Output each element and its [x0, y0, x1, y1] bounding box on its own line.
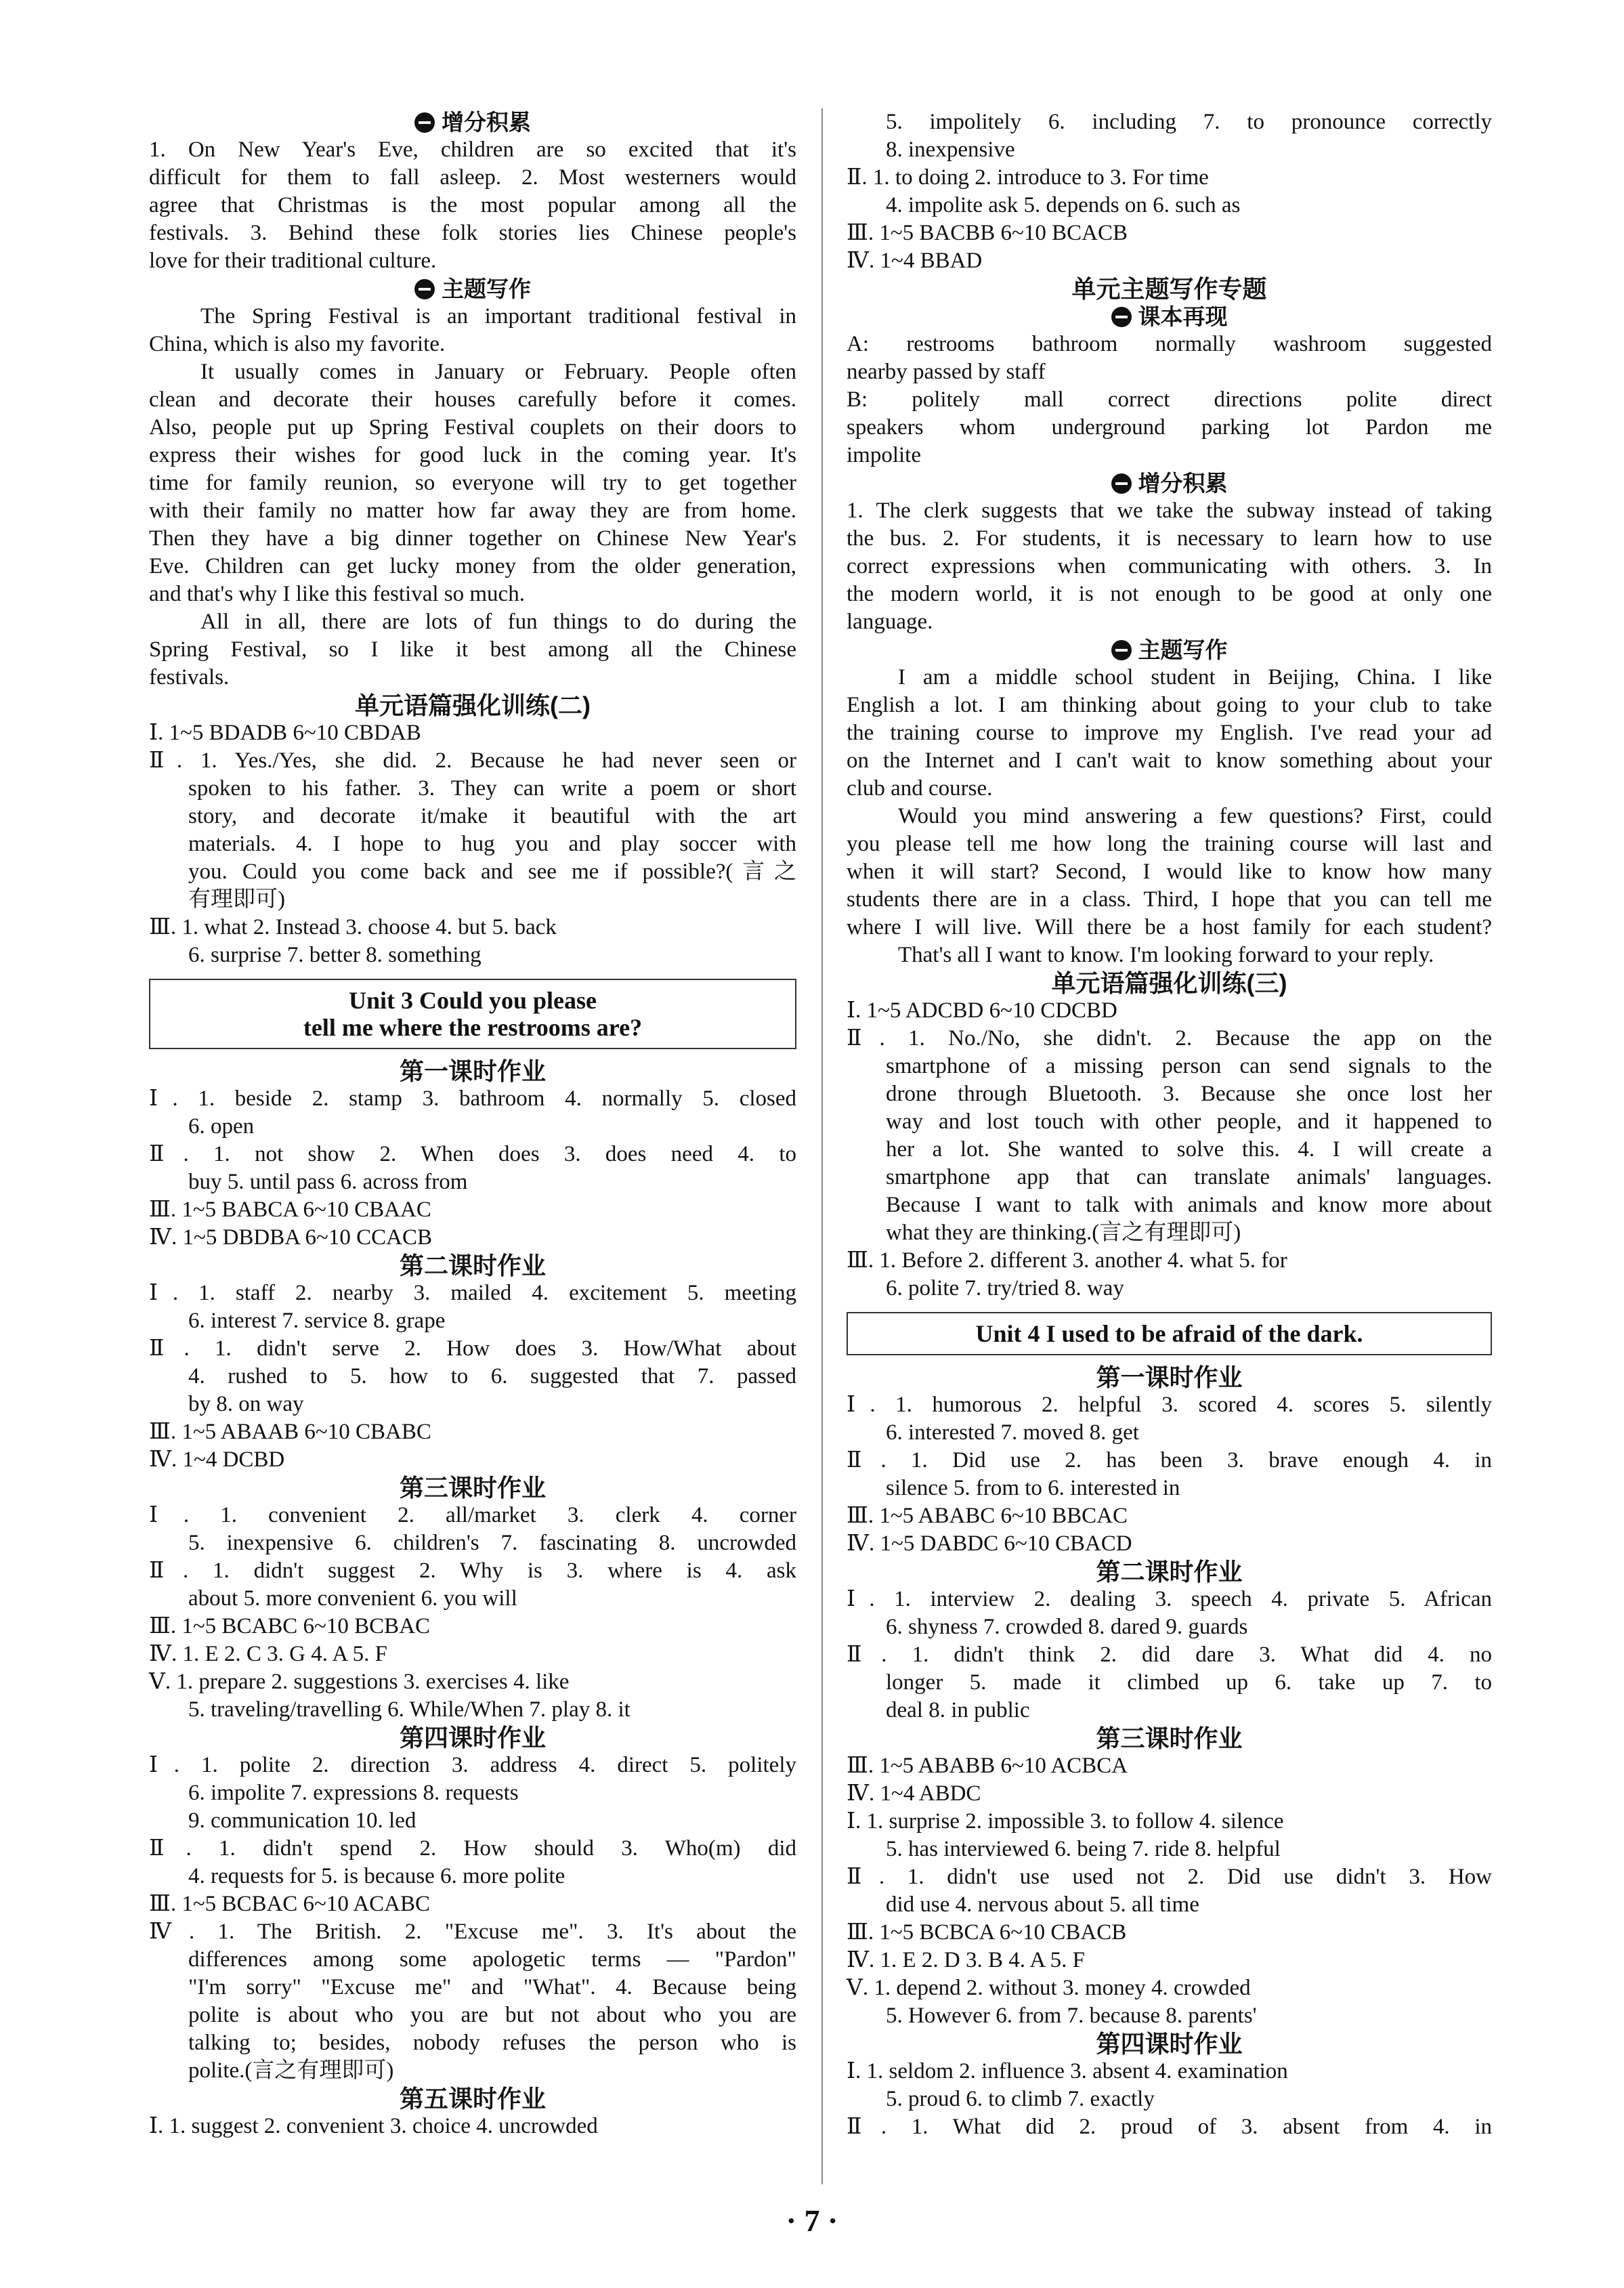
- answer-line: Ⅱ. 1. What did 2. proud of 3. absent from 4. in: [847, 2115, 1492, 2139]
- answer-line: what they are thinking.(言之有理即可): [886, 1221, 1241, 1245]
- answer-line: 4. requests for 5. is because 6. more polite: [188, 1864, 565, 1888]
- answer-line: story, and decorate it/make it beautiful with the art: [188, 804, 796, 828]
- text-line: the bus. 2. For students, it is necessary to learn how to use: [847, 526, 1492, 551]
- section-marker-icon: [1111, 640, 1132, 660]
- answer-line: Ⅱ. 1. not show 2. When does 3. does need 4. to: [149, 1142, 796, 1166]
- answer-line: Ⅲ. 1. Before 2. different 3. another 4. what 5. for: [847, 1248, 1287, 1273]
- heading-textbook: 课本再现: [847, 303, 1492, 331]
- answer-line: talking to; besides, nobody refuses the person who is: [188, 2031, 796, 2055]
- text-line: Also, people put up Spring Festival couplets on their doors to: [149, 415, 796, 440]
- answer-line: you. Could you come back and see me if possible?(言之: [188, 860, 796, 884]
- answer-line: 6. polite 7. try/tried 8. way: [886, 1276, 1124, 1300]
- answer-line: Ⅳ. 1~5 DBDBA 6~10 CCACB: [149, 1225, 432, 1250]
- lesson-title: 第三课时作业: [399, 1474, 546, 1502]
- answer-line: Ⅲ. 1~5 BCABC 6~10 BCBAC: [149, 1614, 431, 1638]
- answer-line: Ⅲ. 1~5 ABABC 6~10 BBCAC: [847, 1504, 1128, 1528]
- text-line: All in all, there are lots of fun things to do during the: [200, 610, 796, 634]
- answer-line: Ⅰ. 1~5 ADCBD 6~10 CDCBD: [847, 998, 1117, 1023]
- section-marker-icon: [1111, 473, 1132, 494]
- text-line: Spring Festival, so I like it best among all the Chinese: [149, 637, 796, 662]
- answer-line: drone through Bluetooth. 3. Because she once lost her: [886, 1082, 1492, 1106]
- answer-line: Ⅱ. 1. didn't serve 2. How does 3. How/What about: [149, 1336, 796, 1361]
- answer-line: Ⅳ. 1~4 BBAD: [847, 249, 983, 273]
- answer-line: smartphone of a missing person can send signals to the: [886, 1054, 1492, 1078]
- text-line: where I will live. Will there be a host family for each student?: [847, 915, 1492, 939]
- text-line: students there are in a class. Third, I hope that you can tell me: [847, 887, 1492, 912]
- text-line: language.: [847, 610, 933, 634]
- lesson-title: 第五课时作业: [399, 2085, 546, 2113]
- heading-writing: 主题写作: [847, 636, 1492, 664]
- answer-line: Ⅳ. 1. E 2. C 3. G 4. A 5. F: [149, 1642, 388, 1666]
- answer-line: 6. open: [188, 1114, 255, 1139]
- text-line: with their family no matter how far away they are from home.: [149, 499, 796, 523]
- text-line: nearby passed by staff: [847, 360, 1046, 384]
- answer-line: Ⅰ. 1. beside 2. stamp 3. bathroom 4. normally 5. closed: [149, 1086, 796, 1111]
- text-line: the training course to improve my English. I've read your ad: [847, 721, 1492, 745]
- text-line: the modern world, it is not enough to be good at only one: [847, 582, 1492, 606]
- section-marker-icon: [414, 112, 435, 133]
- answer-line: Ⅲ. 1~5 BABCA 6~10 CBAAC: [149, 1198, 431, 1222]
- answer-line: 5. inexpensive 6. children's 7. fascinating 8. uncrowded: [188, 1531, 796, 1555]
- answer-line: Ⅰ. 1. convenient 2. all/market 3. clerk 4. corner: [149, 1503, 796, 1527]
- answer-line: 5. impolitely 6. including 7. to pronounce correctly: [886, 110, 1492, 134]
- text-line: love for their traditional culture.: [149, 249, 437, 273]
- right-column: [847, 108, 1492, 2141]
- answer-line: Ⅰ. 1. surprise 2. impossible 3. to follow 4. silence: [847, 1809, 1284, 1834]
- answer-line: polite.(言之有理即可): [188, 2058, 394, 2083]
- lesson-title: 第一课时作业: [399, 1057, 546, 1085]
- heading-writing: 主题写作: [149, 275, 796, 303]
- lesson-title: 第三课时作业: [1096, 1724, 1243, 1752]
- answer-line: polite is about who you are but not about who you are: [188, 2003, 796, 2027]
- answer-line: Ⅰ. 1. suggest 2. convenient 3. choice 4. uncrowded: [149, 2114, 598, 2138]
- page-number: · 7 ·: [786, 2203, 838, 2238]
- answer-line: by 8. on way: [188, 1392, 304, 1416]
- answer-line: Ⅱ. 1. No./No, she didn't. 2. Because the app on the: [847, 1026, 1492, 1051]
- text-line: when it will start? Second, I would like to know how many: [847, 860, 1492, 884]
- section-title: 单元语篇强化训练(三): [1051, 969, 1287, 997]
- answer-line: Ⅱ. 1. Did use 2. has been 3. brave enough 4. in: [847, 1448, 1492, 1473]
- text-line: impolite: [847, 443, 921, 467]
- answer-line: Ⅲ. 1. what 2. Instead 3. choose 4. but 5. back: [149, 915, 557, 939]
- answer-line: Ⅰ. 1. humorous 2. helpful 3. scored 4. scores 5. silently: [847, 1393, 1492, 1417]
- text-line: A: restrooms bathroom normally washroom suggested: [847, 332, 1492, 356]
- text-line: Eve. Children can get lucky money from the older generation,: [149, 554, 796, 578]
- answer-line: "I'm sorry" "Excuse me" and "What". 4. Because being: [188, 1975, 796, 1999]
- text-line: I am a middle school student in Beijing, China. I like: [898, 665, 1492, 690]
- answer-line: 5. traveling/travelling 6. While/When 7. play 8. it: [188, 1697, 631, 1722]
- answer-line: smartphone app that can translate animals' languages.: [886, 1165, 1492, 1189]
- text-line: agree that Christmas is the most popular among all the: [149, 193, 796, 217]
- lesson-title: 第四课时作业: [399, 1724, 546, 1752]
- answer-line: 5. However 6. from 7. because 8. parents': [886, 2004, 1257, 2028]
- unit-3-title-box: [149, 979, 796, 1049]
- answer-line: 4. impolite ask 5. depends on 6. such as: [886, 193, 1241, 217]
- text-line: English a lot. I am thinking about going to your club to take: [847, 693, 1492, 717]
- heading-accumulation: 增分积累: [847, 469, 1492, 497]
- answer-line: Because I want to talk with animals and know more about: [886, 1193, 1492, 1217]
- column-divider: [821, 108, 823, 2184]
- answer-line: 6. shyness 7. crowded 8. dared 9. guards: [886, 1615, 1248, 1639]
- answer-line: Ⅳ. 1. E 2. D 3. B 4. A 5. F: [847, 1948, 1086, 1972]
- text-line: correct expressions when communicating with others. 3. In: [847, 554, 1492, 578]
- answer-line: Ⅴ. 1. prepare 2. suggestions 3. exercises 4. like: [149, 1670, 570, 1694]
- answer-line: her a lot. She wanted to solve this. 4. I will create a: [886, 1137, 1492, 1162]
- text-line: Would you mind answering a few questions? First, could: [898, 804, 1492, 828]
- section-marker-icon: [1111, 307, 1132, 327]
- heading-accumulation: 增分积累: [149, 108, 796, 136]
- answer-line: Ⅰ. 1. interview 2. dealing 3. speech 4. private 5. African: [847, 1587, 1492, 1611]
- unit-4-title-box: [847, 1312, 1492, 1355]
- left-column: [149, 108, 796, 2140]
- answer-line: 5. has interviewed 6. being 7. ride 8. helpful: [886, 1837, 1281, 1861]
- text-line: The Spring Festival is an important traditional festival in: [200, 304, 796, 329]
- answer-line: buy 5. until pass 6. across from: [188, 1170, 468, 1194]
- section-title: 单元主题写作专题: [1071, 275, 1267, 303]
- unit-title-line: Unit 4 I used to be afraid of the dark.: [975, 1320, 1363, 1347]
- answer-line: 4. rushed to 5. how to 6. suggested that 7. passed: [188, 1364, 796, 1389]
- answer-line: Ⅲ. 1~5 ABAAB 6~10 CBABC: [149, 1420, 431, 1444]
- answer-line: Ⅳ. 1~4 ABDC: [847, 1781, 981, 1806]
- answer-line: Ⅰ. 1. staff 2. nearby 3. mailed 4. excitement 5. meeting: [149, 1281, 796, 1305]
- lesson-title: 第二课时作业: [1096, 1558, 1243, 1586]
- answer-line: 有理即可): [188, 887, 285, 912]
- section-marker-icon: [414, 279, 435, 299]
- text-line: Then they have a big dinner together on Chinese New Year's: [149, 526, 796, 551]
- answer-line: 6. interest 7. service 8. grape: [188, 1309, 446, 1333]
- answer-line: 8. inexpensive: [886, 137, 1015, 162]
- answer-line: 6. impolite 7. expressions 8. requests: [188, 1781, 519, 1805]
- answer-line: Ⅲ. 1~5 BCBAC 6~10 ACABC: [149, 1892, 431, 1916]
- text-line: festivals. 3. Behind these folk stories lies Chinese people's: [149, 221, 796, 245]
- unit-title-line: Unit 3 Could you please: [348, 987, 597, 1014]
- answer-line: silence 5. from to 6. interested in: [886, 1476, 1180, 1500]
- text-line: It usually comes in January or February. People often: [200, 360, 796, 384]
- answer-line: Ⅱ. 1. didn't suggest 2. Why is 3. where is 4. ask: [149, 1559, 796, 1583]
- text-line: club and course.: [847, 776, 993, 801]
- answer-line: way and lost touch with other people, and it happened to: [886, 1109, 1492, 1134]
- section-title: 单元语篇强化训练(二): [355, 692, 591, 719]
- answer-line: Ⅱ. 1. didn't think 2. did dare 3. What did 4. no: [847, 1643, 1492, 1667]
- answer-line: about 5. more convenient 6. you will: [188, 1586, 517, 1611]
- answer-line: materials. 4. I hope to hug you and play soccer with: [188, 832, 796, 856]
- answer-line: differences among some apologetic terms — "Pardon": [188, 1947, 796, 1972]
- lesson-title: 第二课时作业: [399, 1252, 546, 1279]
- text-line: and that's why I like this festival so much.: [149, 582, 525, 606]
- text-line: clean and decorate their houses carefully before it comes.: [149, 387, 796, 412]
- text-line: 1. The clerk suggests that we take the subway instead of taking: [847, 499, 1492, 523]
- answer-line: Ⅳ. 1~5 DABDC 6~10 CBACD: [847, 1531, 1132, 1556]
- text-line: 1. On New Year's Eve, children are so excited that it's: [149, 137, 796, 162]
- answer-line: Ⅰ. 1. seldom 2. influence 3. absent 4. examination: [847, 2059, 1288, 2083]
- lesson-title: 第一课时作业: [1096, 1363, 1243, 1391]
- answer-line: 6. interested 7. moved 8. get: [886, 1420, 1139, 1445]
- answer-line: did use 4. nervous about 5. all time: [886, 1892, 1199, 1917]
- answer-line: deal 8. in public: [886, 1698, 1030, 1722]
- text-line: speakers whom underground parking lot Pardon me: [847, 415, 1492, 440]
- answer-line: Ⅱ. 1. Yes./Yes, she did. 2. Because he had never seen or: [149, 748, 796, 773]
- text-line: B: politely mall correct directions polite direct: [847, 387, 1492, 412]
- lesson-title: 第四课时作业: [1096, 2030, 1243, 2058]
- answer-line: Ⅲ. 1~5 BCBCA 6~10 CBACB: [847, 1920, 1127, 1945]
- answer-line: Ⅳ. 1~4 DCBD: [149, 1447, 285, 1472]
- answer-line: Ⅱ. 1. didn't use used not 2. Did use didn't 3. How: [847, 1865, 1492, 1889]
- answer-line: 9. communication 10. led: [188, 1808, 416, 1833]
- answer-line: Ⅱ. 1. to doing 2. introduce to 3. For time: [847, 165, 1209, 190]
- text-line: China, which is also my favorite.: [149, 332, 446, 356]
- text-line: express their wishes for good luck in the coming year. It's: [149, 443, 796, 467]
- answer-line: Ⅳ. 1. The British. 2. "Excuse me". 3. It's about the: [149, 1920, 796, 1944]
- answer-line: Ⅲ. 1~5 ABABB 6~10 ACBCA: [847, 1754, 1128, 1778]
- text-line: That's all I want to know. I'm looking forward to your reply.: [898, 943, 1434, 967]
- text-line: festivals.: [149, 665, 230, 690]
- answer-line: 6. surprise 7. better 8. something: [188, 943, 482, 967]
- answer-line: Ⅴ. 1. depend 2. without 3. money 4. crowded: [847, 1976, 1251, 2000]
- answer-line: longer 5. made it climbed up 6. take up 7. to: [886, 1670, 1492, 1695]
- answer-line: Ⅱ. 1. didn't spend 2. How should 3. Who(m) did: [149, 1836, 796, 1861]
- answer-line: Ⅰ. 1. polite 2. direction 3. address 4. direct 5. politely: [149, 1753, 796, 1777]
- answer-line: Ⅲ. 1~5 BACBB 6~10 BCACB: [847, 221, 1128, 245]
- answer-line: Ⅰ. 1~5 BDADB 6~10 CBDAB: [149, 721, 421, 745]
- text-line: on the Internet and I can't wait to know something about your: [847, 748, 1492, 773]
- text-line: time for family reunion, so everyone will try to get together: [149, 471, 796, 495]
- answer-line: 5. proud 6. to climb 7. exactly: [886, 2087, 1155, 2111]
- answer-line: spoken to his father. 3. They can write a poem or short: [188, 776, 796, 801]
- text-line: difficult for them to fall asleep. 2. Most westerners would: [149, 165, 796, 190]
- text-line: you please tell me how long the training course will last and: [847, 832, 1492, 856]
- unit-title-line: tell me where the restrooms are?: [303, 1014, 643, 1041]
